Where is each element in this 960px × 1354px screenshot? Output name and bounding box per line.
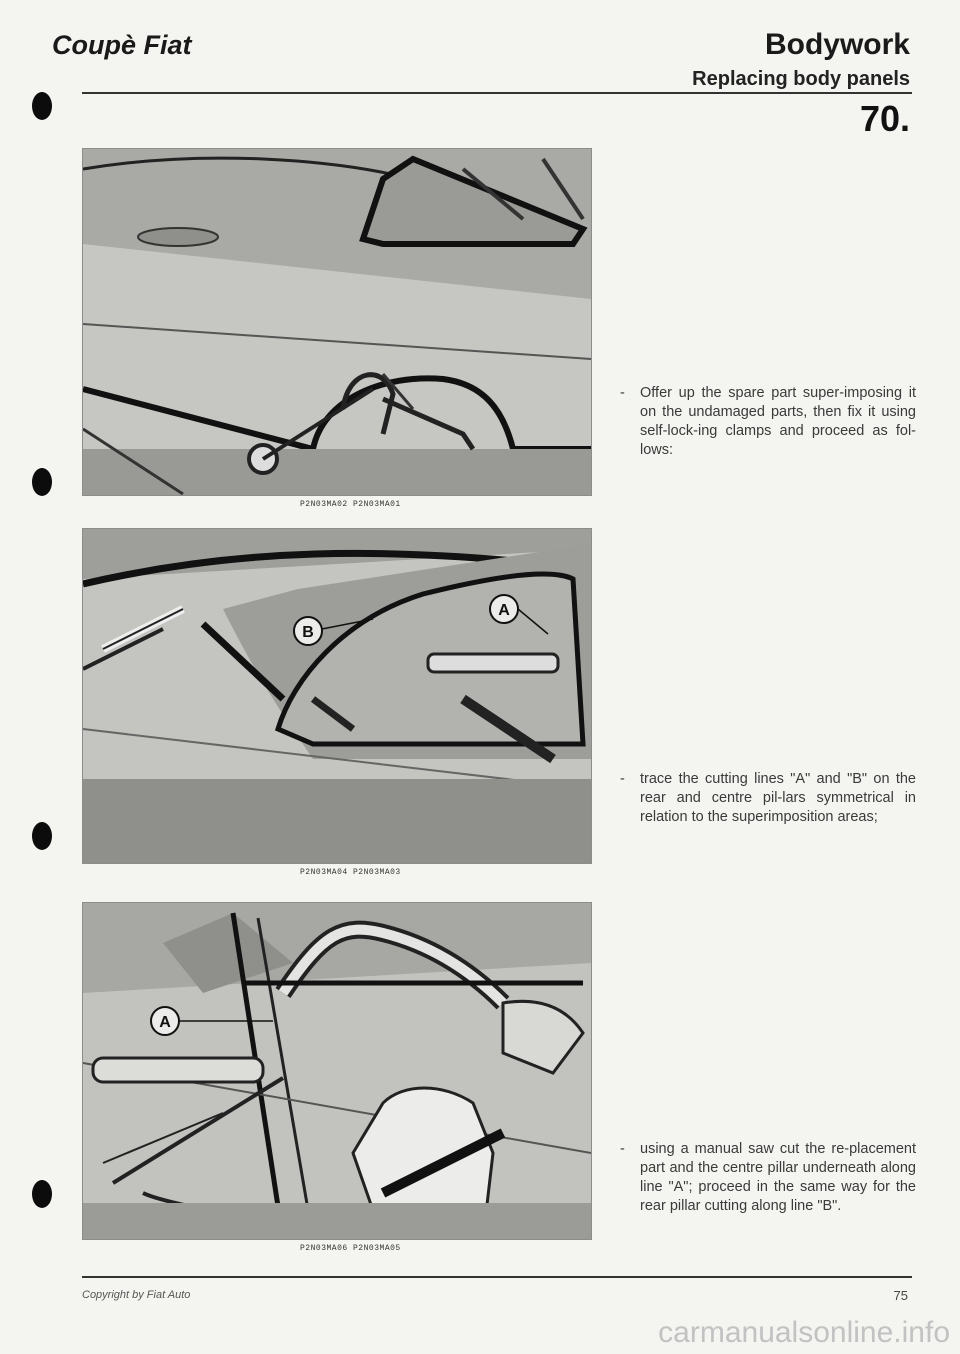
step-dash: -: [620, 771, 625, 787]
figure-2-illustration: [83, 529, 591, 863]
callout-a: A: [498, 602, 510, 619]
step-text: Offer up the spare part super-imposing it on the undamaged parts, then fix it using self-lock-ing clamps and proceed as fol-lows:: [640, 385, 916, 458]
step-dash: -: [620, 1141, 625, 1157]
footer-rule: [82, 1276, 912, 1278]
figure-3-saw-cut: [82, 902, 592, 1240]
figure-1-offer-up-panel: [82, 148, 592, 496]
figure-2-trace-cutting-lines: [82, 528, 592, 864]
subsection-title: Replacing body panels: [692, 68, 910, 90]
copyright-text: Copyright by Fiat Auto: [82, 1289, 191, 1301]
step-offer-up: [620, 384, 916, 460]
step-saw-cut: [620, 1140, 916, 1216]
step-trace-lines: [620, 770, 916, 827]
figure-2-code: P2N03MA04 P2N03MA03: [300, 868, 401, 877]
step-text: using a manual saw cut the re-placement part and the centre pillar underneath along line "A"; proceed in the same way for the rear pillar cutting along line "B".: [640, 1141, 916, 1214]
brand-title: Coupè Fiat: [52, 30, 192, 60]
callout-b: B: [302, 624, 314, 641]
binder-hole: [32, 822, 52, 850]
section-title: Bodywork: [764, 28, 910, 61]
binder-hole: [32, 1180, 52, 1208]
step-text: trace the cutting lines "A" and "B" on the rear and centre pil-lars symmetrical in relation to the superimposition areas;: [640, 771, 916, 825]
figure-1-illustration: [83, 149, 591, 495]
figure-1-code: P2N03MA02 P2N03MA01: [300, 500, 401, 509]
figure-3-code: P2N03MA06 P2N03MA05: [300, 1244, 401, 1253]
page-number: 75: [893, 1288, 908, 1303]
binder-hole: [32, 468, 52, 496]
step-dash: -: [620, 385, 625, 401]
page-code: 70.: [859, 98, 910, 139]
watermark-text: carmanualsonline.info: [658, 1316, 950, 1349]
header-rule: [82, 92, 912, 94]
callout-a: A: [159, 1014, 171, 1031]
figure-3-illustration: [83, 903, 591, 1239]
binder-hole: [32, 92, 52, 120]
